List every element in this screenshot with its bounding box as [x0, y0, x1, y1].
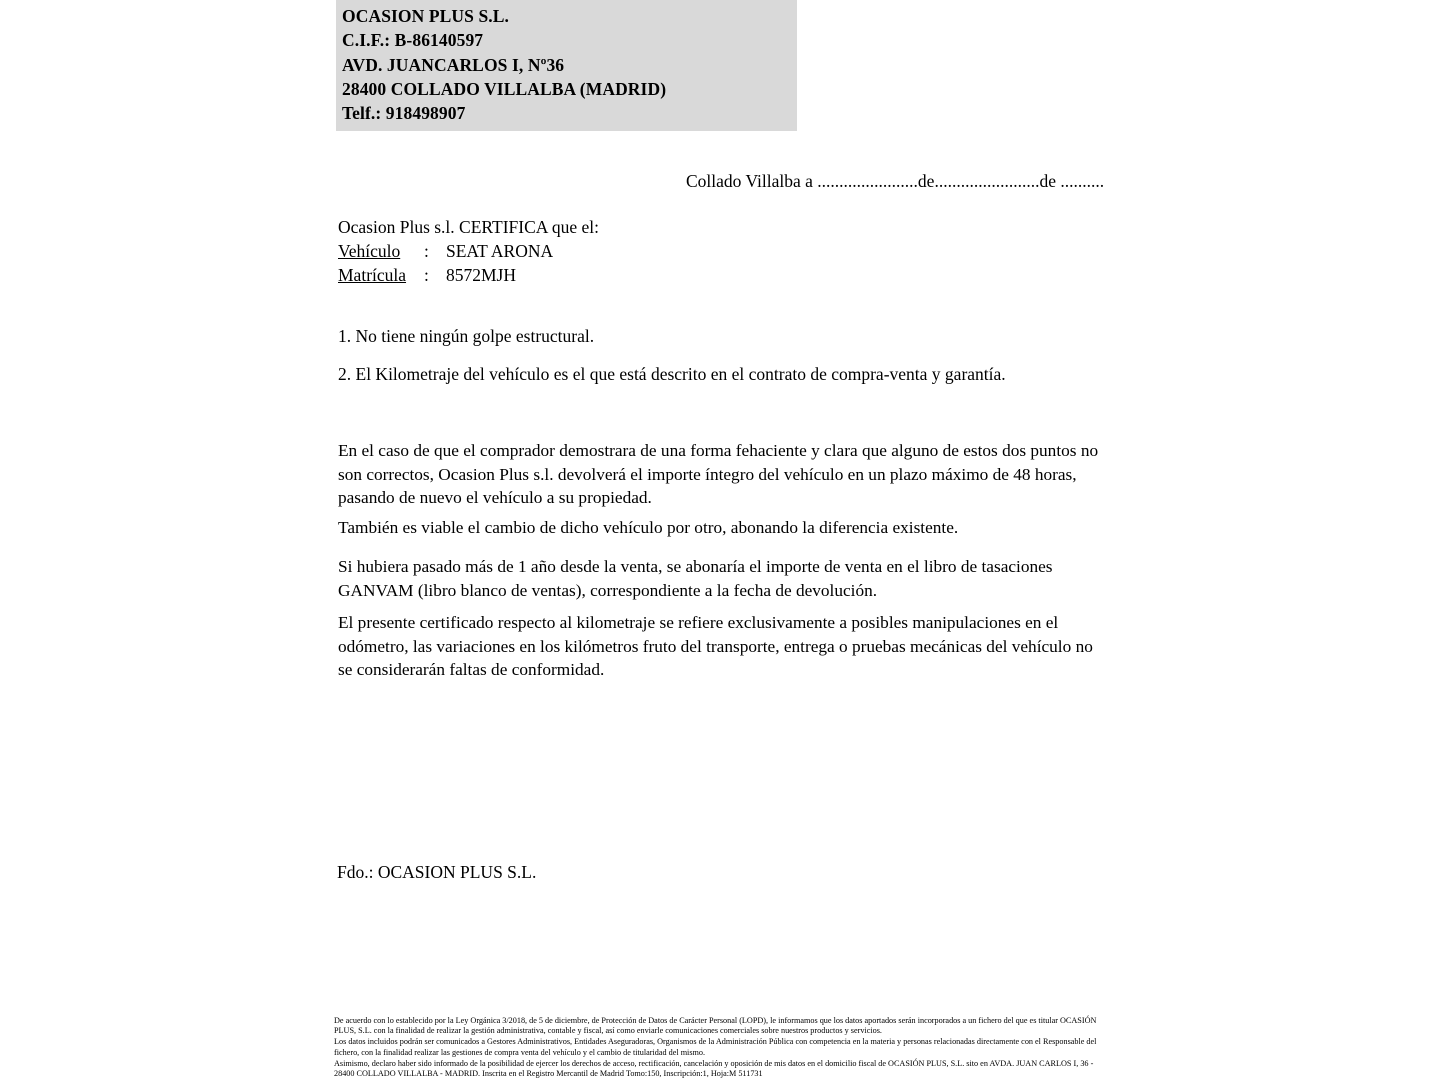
plate-label: Matrícula — [338, 265, 407, 285]
letterhead-block — [336, 0, 797, 131]
body-paragraph-1: En el caso de que el comprador demostrara de una forma fehaciente y clara que alguno de estos dos puntos no son correctos, Ocasion Plus s.l. devolverá el importe íntegro del vehículo en un plazo máximo de 48 horas, pasando de nuevo el vehículo a su propiedad. — [338, 441, 1099, 507]
vehicle-separator: : — [424, 241, 429, 261]
certification-block — [338, 215, 599, 287]
place-and-date-line: Collado Villalba a .......................de........................de .......... — [686, 171, 1105, 191]
plate-value: 8572MJH — [446, 265, 517, 285]
certified-point-1: 1. No tiene ningún golpe estructural. — [338, 326, 595, 346]
legal-footer-paragraph-3: Asimismo, declaro haber sido informado de la posibilidad de ejercer los derechos de acceso, rectificación, cancelación y oposición de mis datos en el domicilio fiscal de OCASIÓN PLUS, S.L. sito en AVDA. JUAN CARLOS I, 36 - 28400 COLLADO VILLALBA - MADRID. Inscrita en el Registro Mercantil de Madrid Tomo:150, Inscripción:1, Hoja:M 511731 — [334, 1058, 1094, 1079]
company-cif: C.I.F.: B-86140597 — [342, 30, 484, 51]
vehicle-label: Vehículo — [338, 241, 401, 261]
certification-intro: Ocasion Plus s.l. CERTIFICA que el: — [338, 217, 599, 237]
legal-footer-paragraph-2: Los datos incluidos podrán ser comunicados a Gestores Administrativos, Entidades Aseguradoras, Organismos de la Administración Pública con competencia en la materia y personas relacionadas directamente con el Responsable del fichero, con la finalidad realizar las gestiones de compra venta del vehículo y el cambio de titularidad del mismo. — [334, 1037, 1097, 1057]
plate-row — [338, 263, 599, 287]
legal-footer — [334, 1016, 1106, 1080]
body-paragraph-4: El presente certificado respecto al kilometraje se refiere exclusivamente a posibles manipulaciones en el odómetro, las variaciones en los kilómetros fruto del transporte, entrega o pruebas mecánicas del vehículo no se considerarán faltas de conformidad. — [338, 613, 1093, 679]
company-phone: Telf.: 918498907 — [342, 103, 466, 124]
certified-point-2: 2. El Kilometraje del vehículo es el que está descrito en el contrato de compra-venta y garantía. — [338, 364, 1006, 384]
plate-separator: : — [424, 265, 429, 285]
body-paragraph-2: También es viable el cambio de dicho vehículo por otro, abonando la diferencia existente. — [338, 518, 959, 537]
body-paragraph-3: Si hubiera pasado más de 1 año desde la venta, se abonaría el importe de venta en el libro de tasaciones GANVAM (libro blanco de ventas), correspondiente a la fecha de devolución. — [338, 557, 1053, 600]
vehicle-value: SEAT ARONA — [446, 241, 554, 261]
company-name: OCASION PLUS S.L. — [342, 6, 510, 26]
signature-line: Fdo.: OCASION PLUS S.L. — [337, 862, 537, 882]
company-city: 28400 COLLADO VILLALBA (MADRID) — [342, 78, 667, 99]
company-address: AVD. JUANCARLOS I, Nº36 — [342, 54, 565, 75]
legal-footer-paragraph-1: De acuerdo con lo establecido por la Ley Orgánica 3/2018, de 5 de diciembre, de Protección de Datos de Carácter Personal (LOPD), le informamos que los datos aportados serán incorporados a un fichero del que es titular OCASIÓN PLUS, S.L. con la finalidad de realizar la gestión administrativa, contable y fiscal, así como enviarle comunicaciones comerciales sobre nuestros productos y servicios. — [334, 1016, 1097, 1036]
vehicle-row — [338, 239, 599, 263]
